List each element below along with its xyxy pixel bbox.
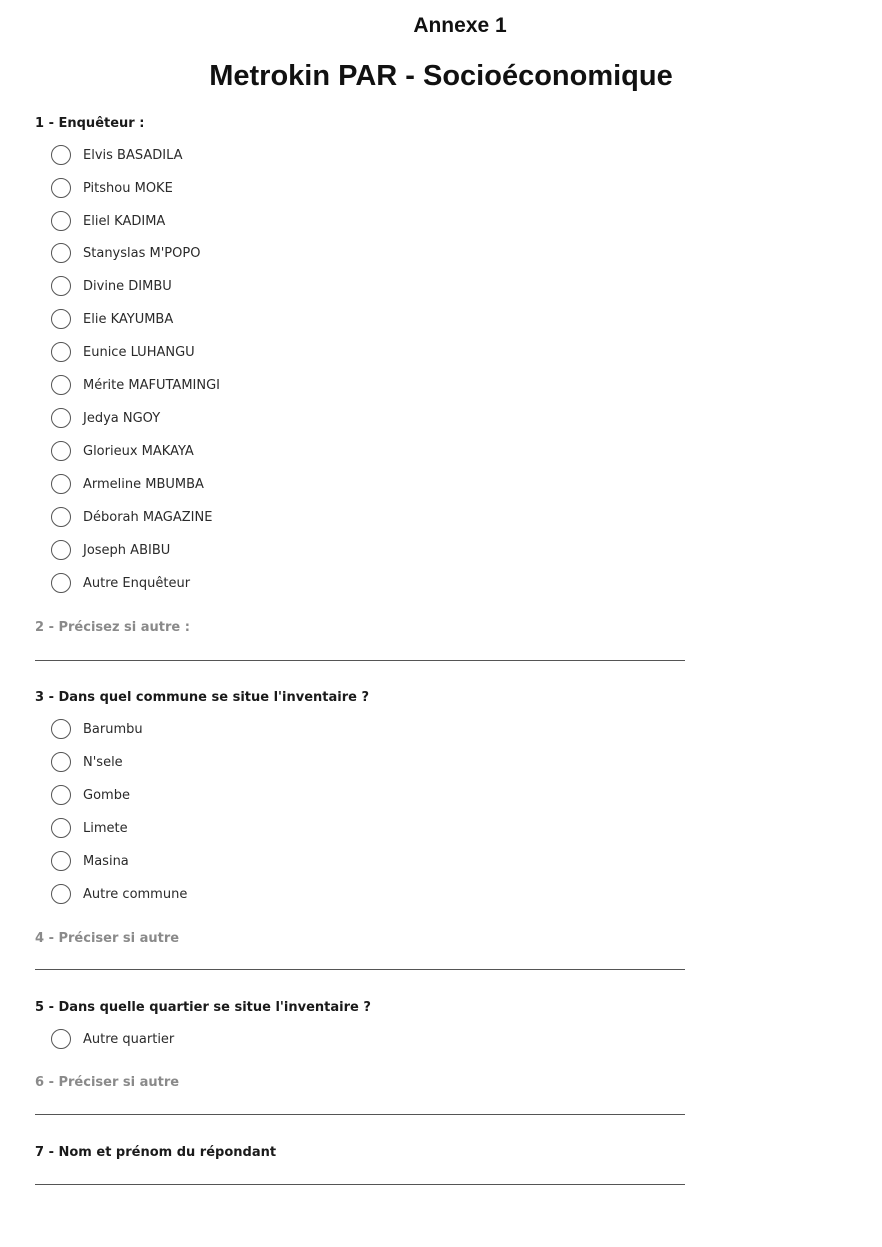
radio-circle-icon[interactable] bbox=[51, 719, 71, 739]
option-label: Limete bbox=[83, 820, 128, 836]
radio-circle-icon[interactable] bbox=[51, 785, 71, 805]
option-label: Joseph ABIBU bbox=[83, 542, 171, 558]
radio-option-enqueteur[interactable] bbox=[51, 307, 173, 331]
radio-option-commune[interactable] bbox=[51, 849, 129, 873]
option-label: Autre Enquêteur bbox=[83, 575, 191, 591]
radio-circle-icon[interactable] bbox=[51, 276, 71, 296]
radio-option-enqueteur[interactable] bbox=[51, 274, 172, 298]
question-2-label: 2 - Précisez si autre : bbox=[35, 620, 190, 635]
radio-option-commune[interactable] bbox=[51, 783, 130, 807]
question-5-label: 5 - Dans quelle quartier se situe l'inventaire ? bbox=[35, 1000, 371, 1015]
radio-option-enqueteur[interactable] bbox=[51, 571, 190, 595]
option-label: Barumbu bbox=[83, 721, 143, 737]
radio-option-enqueteur[interactable] bbox=[51, 176, 173, 200]
option-label: N'sele bbox=[83, 754, 123, 770]
radio-circle-icon[interactable] bbox=[51, 851, 71, 871]
question-3-label: 3 - Dans quel commune se situe l'inventaire ? bbox=[35, 690, 370, 705]
option-label: Mérite MAFUTAMINGI bbox=[83, 377, 221, 393]
option-label: Stanyslas M'POPO bbox=[83, 245, 201, 261]
radio-option-enqueteur[interactable] bbox=[51, 241, 200, 265]
radio-circle-icon[interactable] bbox=[51, 211, 71, 231]
radio-circle-icon[interactable] bbox=[51, 474, 71, 494]
radio-option-commune[interactable] bbox=[51, 816, 128, 840]
radio-option-enqueteur[interactable] bbox=[51, 143, 183, 167]
radio-option-commune[interactable] bbox=[51, 717, 143, 741]
radio-option-enqueteur[interactable] bbox=[51, 406, 160, 430]
radio-circle-icon[interactable] bbox=[51, 342, 71, 362]
option-label: Elie KAYUMBA bbox=[83, 311, 174, 327]
question-6-label: 6 - Préciser si autre bbox=[35, 1075, 180, 1090]
option-label: Masina bbox=[83, 853, 129, 869]
radio-option-enqueteur[interactable] bbox=[51, 439, 194, 463]
text-answer-line[interactable] bbox=[35, 660, 685, 661]
option-label: Autre commune bbox=[83, 886, 188, 902]
option-label: Gombe bbox=[83, 787, 130, 803]
question-4-label: 4 - Préciser si autre bbox=[35, 931, 180, 946]
option-label: Déborah MAGAZINE bbox=[83, 509, 213, 525]
radio-circle-icon[interactable] bbox=[51, 243, 71, 263]
radio-option-commune[interactable] bbox=[51, 750, 123, 774]
radio-circle-icon[interactable] bbox=[51, 818, 71, 838]
radio-option-quartier[interactable] bbox=[51, 1027, 174, 1051]
radio-option-enqueteur[interactable] bbox=[51, 373, 220, 397]
radio-circle-icon[interactable] bbox=[51, 178, 71, 198]
radio-option-enqueteur[interactable] bbox=[51, 538, 170, 562]
option-label: Divine DIMBU bbox=[83, 278, 172, 294]
radio-option-enqueteur[interactable] bbox=[51, 209, 165, 233]
text-answer-line[interactable] bbox=[35, 1184, 685, 1185]
question-7-label: 7 - Nom et prénom du répondant bbox=[35, 1145, 277, 1160]
radio-circle-icon[interactable] bbox=[51, 145, 71, 165]
option-label: Eliel KADIMA bbox=[83, 213, 166, 229]
radio-circle-icon[interactable] bbox=[51, 752, 71, 772]
option-label: Eunice LUHANGU bbox=[83, 344, 195, 360]
radio-option-enqueteur[interactable] bbox=[51, 472, 204, 496]
radio-option-commune[interactable] bbox=[51, 882, 187, 906]
option-label: Glorieux MAKAYA bbox=[83, 443, 194, 459]
text-answer-line[interactable] bbox=[35, 969, 685, 970]
option-label: Pitshou MOKE bbox=[83, 180, 173, 196]
option-label: Autre quartier bbox=[83, 1031, 175, 1047]
radio-circle-icon[interactable] bbox=[51, 1029, 71, 1049]
option-label: Jedya NGOY bbox=[83, 410, 161, 426]
option-label: Elvis BASADILA bbox=[83, 147, 183, 163]
radio-option-enqueteur[interactable] bbox=[51, 340, 195, 364]
radio-circle-icon[interactable] bbox=[51, 507, 71, 527]
annex-label: Annexe 1 bbox=[413, 14, 507, 37]
form-title: Metrokin PAR - Socioéconomique bbox=[209, 60, 673, 92]
radio-circle-icon[interactable] bbox=[51, 540, 71, 560]
radio-circle-icon[interactable] bbox=[51, 884, 71, 904]
radio-option-enqueteur[interactable] bbox=[51, 505, 212, 529]
radio-circle-icon[interactable] bbox=[51, 309, 71, 329]
radio-circle-icon[interactable] bbox=[51, 441, 71, 461]
radio-circle-icon[interactable] bbox=[51, 408, 71, 428]
radio-circle-icon[interactable] bbox=[51, 573, 71, 593]
radio-circle-icon[interactable] bbox=[51, 375, 71, 395]
text-answer-line[interactable] bbox=[35, 1114, 685, 1115]
option-label: Armeline MBUMBA bbox=[83, 476, 204, 492]
question-1-label: 1 - Enquêteur : bbox=[35, 116, 145, 131]
